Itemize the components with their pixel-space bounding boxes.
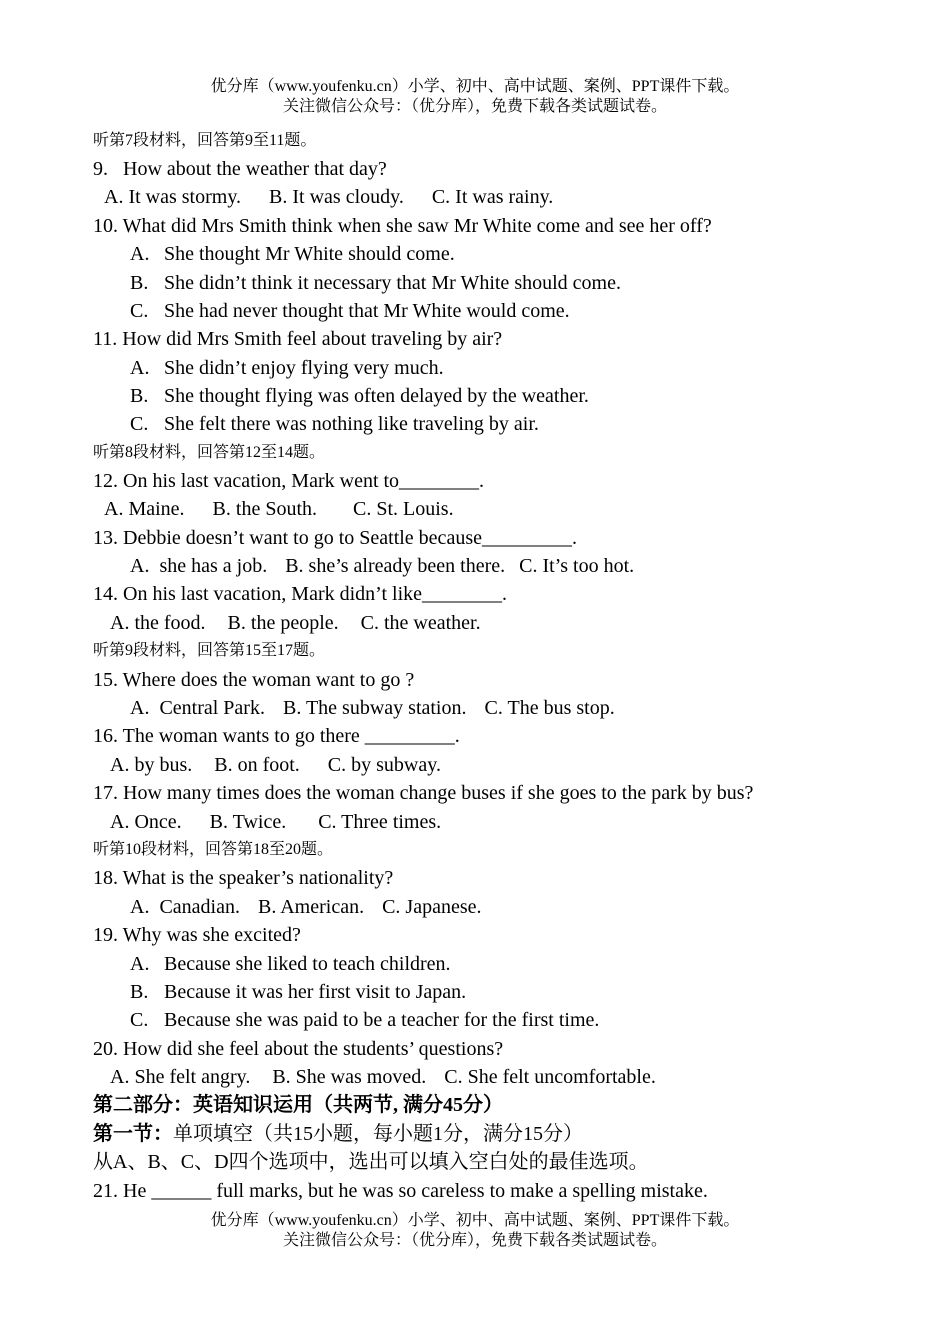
question-18-stem: 18. What is the speaker’s nationality?: [93, 867, 394, 889]
question-10-option-a: [130, 240, 455, 268]
footer-line-1: 优分库（www.youfenku.cn）小学、初中、高中试题、案例、PPT课件下载。: [210, 1212, 740, 1229]
option-c: C. It was rainy.: [431, 186, 554, 208]
option-text: She felt there was nothing like traveling by air.: [164, 413, 539, 435]
header-line-2: 关注微信公众号：（优分库），免费下载各类试题试卷。: [282, 98, 667, 115]
option-b: B. It was cloudy.: [269, 186, 404, 208]
option-c: C. She felt uncomfortable.: [444, 1066, 656, 1088]
question-10-stem: 10. What did Mrs Smith think when she saw Mr White come and see her off?: [93, 215, 712, 237]
option-c: C. It’s too hot.: [519, 555, 635, 577]
option-label: C.: [130, 413, 149, 435]
option-b: B. the people.: [227, 612, 339, 634]
question-9-stem: 9. How about the weather that day?: [93, 158, 387, 180]
section-8-instruction: 听第8段材料，回答第12至14题。: [93, 444, 326, 461]
option-a: A. She felt angry.: [110, 1066, 251, 1088]
question-20-stem: 20. How did she feel about the students’ questions?: [93, 1038, 504, 1060]
option-b: B. she’s already been there.: [285, 555, 506, 577]
option-c: C. Japanese.: [382, 896, 482, 918]
option-label: C.: [130, 1009, 149, 1031]
option-b: B. the South.: [212, 498, 317, 520]
question-16-stem: 16. The woman wants to go there _________.: [93, 725, 460, 747]
page-footer: [0, 1211, 950, 1251]
question-18-options: [130, 893, 482, 921]
option-c: C. The bus stop.: [484, 697, 615, 719]
question-10-option-c: [130, 297, 570, 325]
option-a: A. she has a job.: [130, 555, 268, 577]
question-9-options: [104, 183, 553, 211]
section-1-instruction: 从A、B、C、D四个选项中，选出可以填入空白处的最佳选项。: [93, 1151, 649, 1173]
option-b: B. on foot.: [214, 754, 300, 776]
question-19-stem: 19. Why was she excited?: [93, 924, 301, 946]
option-text: She didn’t enjoy flying very much.: [164, 357, 444, 379]
section-1-description: 单项填空（共15小题，每小题1分，满分15分）: [173, 1123, 583, 1145]
question-15-stem: 15. Where does the woman want to go ?: [93, 669, 415, 691]
option-text: Because it was her first visit to Japan.: [164, 981, 467, 1003]
question-11-stem: 11. How did Mrs Smith feel about traveling by air?: [93, 328, 503, 350]
option-c: C. Three times.: [318, 811, 442, 833]
question-17-options: [110, 808, 441, 836]
question-13-options: [130, 552, 634, 580]
question-15-options: [130, 694, 615, 722]
option-c: C. St. Louis.: [353, 498, 454, 520]
question-21-stem: 21. He ______ full marks, but he was so careless to make a spelling mistake.: [93, 1180, 708, 1202]
question-19-option-a: [130, 950, 451, 978]
question-19-option-c: [130, 1006, 599, 1034]
section-1-heading: [93, 1120, 583, 1148]
option-text: Because she was paid to be a teacher for the first time.: [164, 1009, 600, 1031]
question-10-option-b: [130, 269, 621, 297]
footer-line-2: 关注微信公众号：（优分库），免费下载各类试题试卷。: [282, 1232, 667, 1249]
option-label: B.: [130, 272, 149, 294]
option-a: A. by bus.: [110, 754, 193, 776]
option-label: A.: [130, 953, 150, 975]
question-19-option-b: [130, 978, 466, 1006]
option-label: A.: [130, 243, 150, 265]
section-1-label: 第一节：: [93, 1123, 173, 1145]
question-16-options: [110, 751, 441, 779]
question-14-stem: 14. On his last vacation, Mark didn’t like________.: [93, 583, 508, 605]
header-line-1: 优分库（www.youfenku.cn）小学、初中、高中试题、案例、PPT课件下载。: [210, 78, 740, 95]
option-b: B. American.: [257, 896, 365, 918]
option-a: A. Once.: [110, 811, 182, 833]
option-a: A. Central Park.: [130, 697, 265, 719]
option-text: She thought Mr White should come.: [164, 243, 455, 265]
option-b: B. She was moved.: [272, 1066, 427, 1088]
option-a: A. It was stormy.: [104, 186, 242, 208]
section-10-instruction: 听第10段材料，回答第18至20题。: [93, 841, 334, 858]
question-20-options: [110, 1063, 656, 1091]
option-b: B. Twice.: [209, 811, 287, 833]
question-17-stem: 17. How many times does the woman change buses if she goes to the park by bus?: [93, 782, 754, 804]
option-text: She thought flying was often delayed by the weather.: [164, 385, 589, 407]
option-label: A.: [130, 357, 150, 379]
question-13-stem: 13. Debbie doesn’t want to go to Seattle because_________.: [93, 527, 577, 549]
page-header: [0, 77, 950, 117]
option-label: B.: [130, 981, 149, 1003]
question-11-option-b: [130, 382, 589, 410]
section-7-instruction: 听第7段材料，回答第9至11题。: [93, 132, 317, 149]
question-11-option-a: [130, 354, 444, 382]
question-12-stem: 12. On his last vacation, Mark went to________.: [93, 470, 485, 492]
question-12-options: [104, 495, 454, 523]
option-label: B.: [130, 385, 149, 407]
option-text: Because she liked to teach children.: [164, 953, 451, 975]
option-a: A. Maine.: [104, 498, 185, 520]
option-b: B. The subway station.: [282, 697, 467, 719]
option-c: C. by subway.: [327, 754, 441, 776]
section-9-instruction: 听第9段材料，回答第15至17题。: [93, 642, 326, 659]
option-c: C. the weather.: [360, 612, 481, 634]
option-label: C.: [130, 300, 149, 322]
question-14-options: [110, 609, 481, 637]
part-2-title: 第二部分：英语知识运用（共两节, 满分45分）: [93, 1094, 503, 1116]
option-text: She didn’t think it necessary that Mr White should come.: [164, 272, 621, 294]
option-a: A. the food.: [110, 612, 206, 634]
option-text: She had never thought that Mr White would come.: [164, 300, 570, 322]
option-a: A. Canadian.: [130, 896, 240, 918]
question-11-option-c: [130, 410, 539, 438]
